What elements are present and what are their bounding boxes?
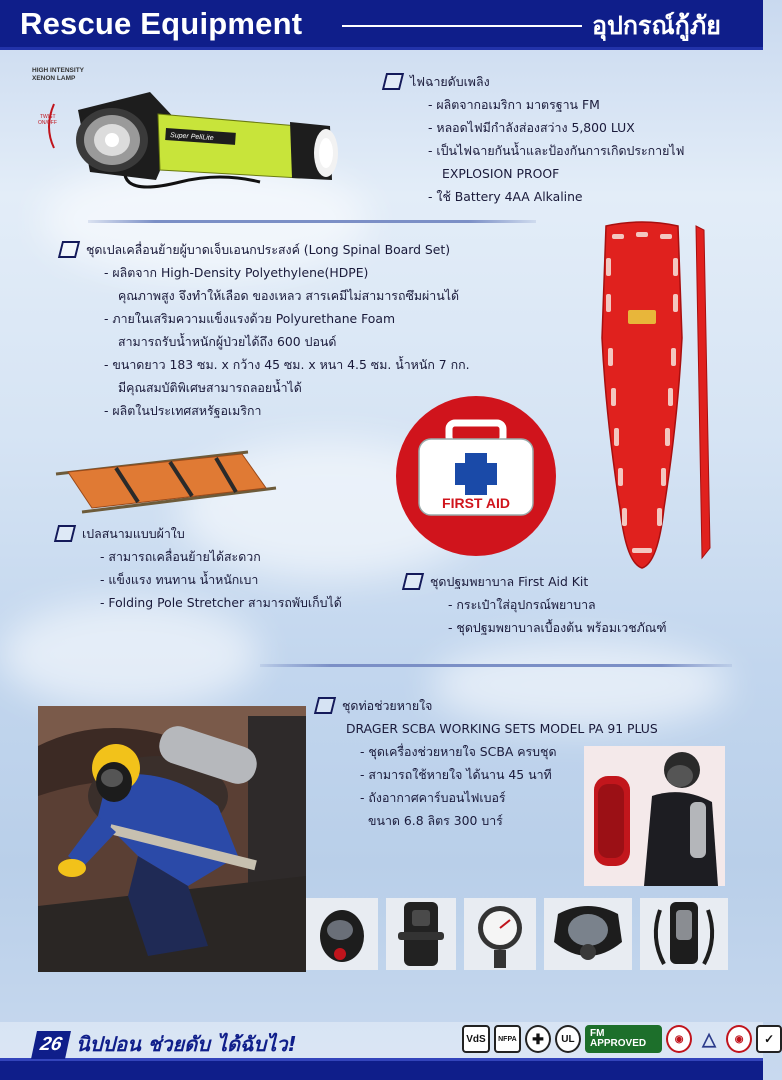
footer-slogan: นิปปอน ช่วยดับ ได้ฉับไว!: [76, 1032, 297, 1056]
page-header: [0, 0, 763, 50]
first-aid-label: FIRST AID: [442, 495, 510, 511]
checkbox-icon: [314, 697, 336, 714]
stretcher-photo: [52, 440, 282, 516]
scba-bullet: - ถังอากาศคาร์บอนไฟเบอร์: [360, 790, 506, 805]
certification-logos: [462, 1025, 782, 1053]
stretcher-bullet: - แข็งแรง ทนทาน น้ำหนักเบา: [100, 572, 259, 587]
spinal-board-bullet: สามารถรับน้ำหนักผู้ป่วยได้ถึง 600 ปอนด์: [118, 334, 337, 349]
flashlight-bullet: - ใช้ Battery 4AA Alkaline: [428, 189, 583, 204]
flashlight-description: [384, 70, 684, 208]
scba-part-backplate-photo: [386, 898, 456, 970]
spinal-board-title: ชุดเปลเคลื่อนย้ายผู้บาดเจ็บเอนกประสงค์ (Long Spinal Board Set): [86, 242, 451, 257]
page-title-en: Rescue Equipment: [20, 6, 303, 41]
lpcb-logo-icon: ✚: [525, 1025, 551, 1053]
scba-bullet: - สามารถใช้หายใจ ได้นาน 45 นาที: [360, 767, 552, 782]
stretcher-bullet: - สามารถเคลื่อนย้ายได้สะดวก: [100, 549, 261, 564]
scba-bullet: ขนาด 6.8 ลิตร 300 บาร์: [368, 813, 503, 828]
flashlight-bullet: - หลอดไฟมีกำลังส่องสว่าง 5,800 LUX: [428, 120, 635, 135]
scba-bullet: - ชุดเครื่องช่วยหายใจ SCBA ครบชุด: [360, 744, 557, 759]
flashlight-bullet: - เป็นไฟฉายกันน้ำและป้องกันการเกิดประกายไฟ: [428, 143, 685, 158]
first-aid-title: ชุดปฐมพยาบาล First Aid Kit: [430, 574, 589, 589]
footer-bar: [0, 1058, 763, 1080]
spinal-board-bullet: - ผลิตจาก High-Density Polyethylene(HDPE): [104, 265, 369, 280]
section-divider: [88, 220, 536, 223]
vds-logo: VdS: [462, 1025, 490, 1053]
page-title-th: อุปกรณ์กู้ภัย: [592, 11, 721, 40]
spinal-board-bullet: - ภายในเสริมความแข็งแรงด้วย Polyurethane Foam: [104, 311, 396, 326]
scba-part-mask-photo: [306, 898, 378, 970]
first-aid-bullet: - ชุดปฐมพยาบาลเบื้องต้น พร้อมเวชภัณฑ์: [448, 620, 667, 635]
scba-title: ชุดท่อช่วยหายใจ: [342, 698, 433, 713]
flashlight-photo: [30, 62, 350, 202]
first-aid-description: [404, 570, 667, 639]
flashlight-title: ไฟฉายดับเพลิง: [410, 74, 490, 89]
accreditation-logo-icon: △: [702, 1028, 716, 1049]
spinal-board-photo: [592, 218, 717, 580]
bg-cloud: [0, 600, 260, 710]
nfpa-logo: NFPA: [494, 1025, 521, 1053]
page-number: 26: [31, 1031, 71, 1059]
flashlight-bullet: - ผลิตจากอเมริกา มาตรฐาน FM: [428, 97, 600, 112]
iso-logo-icon: ◉: [726, 1025, 752, 1053]
scba-sidebar-photo: [584, 746, 725, 886]
stretcher-description: [56, 522, 342, 614]
scba-part-facemask-photo: [544, 898, 632, 970]
stretcher-title: เปลสนามแบบผ้าใบ: [82, 526, 185, 541]
scba-part-gauge-photo: [464, 898, 536, 970]
scba-worker-photo: [38, 706, 306, 972]
ul-logo: UL: [555, 1025, 581, 1053]
flashlight-brand: Super PeliLite: [169, 132, 214, 143]
stretcher-bullet: - Folding Pole Stretcher สามารถพับเก็บได้: [100, 595, 342, 610]
svg-text:TWISTON/OFF: TWIST ON/OFF: [38, 114, 57, 126]
spinal-board-bullet: - ขนาดยาว 183 ซม. x กว้าง 45 ซม. x หนา 4.5 ซม. น้ำหนัก 7 กก.: [104, 357, 470, 372]
spinal-board-bullet: - ผลิตในประเทศสหรัฐอเมริกา: [104, 403, 262, 418]
first-aid-icon: [395, 395, 557, 557]
scba-subtitle: DRAGER SCBA WORKING SETS MODEL PA 91 PLUS: [346, 721, 658, 736]
checkbox-icon: [402, 573, 424, 590]
checkbox-icon: [54, 525, 76, 542]
spinal-board-bullet: คุณภาพสูง จึงทำให้เลือด ของเหลว สารเคมีไม่สามารถซึมผ่านได้: [118, 288, 460, 303]
flashlight-bullet: EXPLOSION PROOF: [442, 166, 560, 181]
checkbox-icon: [382, 73, 404, 90]
tis-logo-icon: ◉: [666, 1025, 692, 1053]
lamp-label-2: XENON LAMP: [32, 75, 76, 82]
scba-part-harness-photo: [640, 898, 728, 970]
spinal-board-bullet: มีคุณสมบัติพิเศษสามารถลอยน้ำได้: [118, 380, 302, 395]
quality-mark-icon: ✓: [756, 1025, 782, 1053]
checkbox-icon: [58, 241, 80, 258]
fm-approved-logo: FM APPROVED: [585, 1025, 662, 1053]
section-divider: [260, 664, 732, 667]
header-rule: [342, 25, 582, 27]
lamp-label-1: HIGH INTENSITY: [32, 67, 84, 74]
svg-text:HIGH INTENSITY XENON LAMP: [32, 67, 86, 82]
first-aid-bullet: - กระเป๋าใส่อุปกรณ์พยาบาล: [448, 597, 596, 612]
